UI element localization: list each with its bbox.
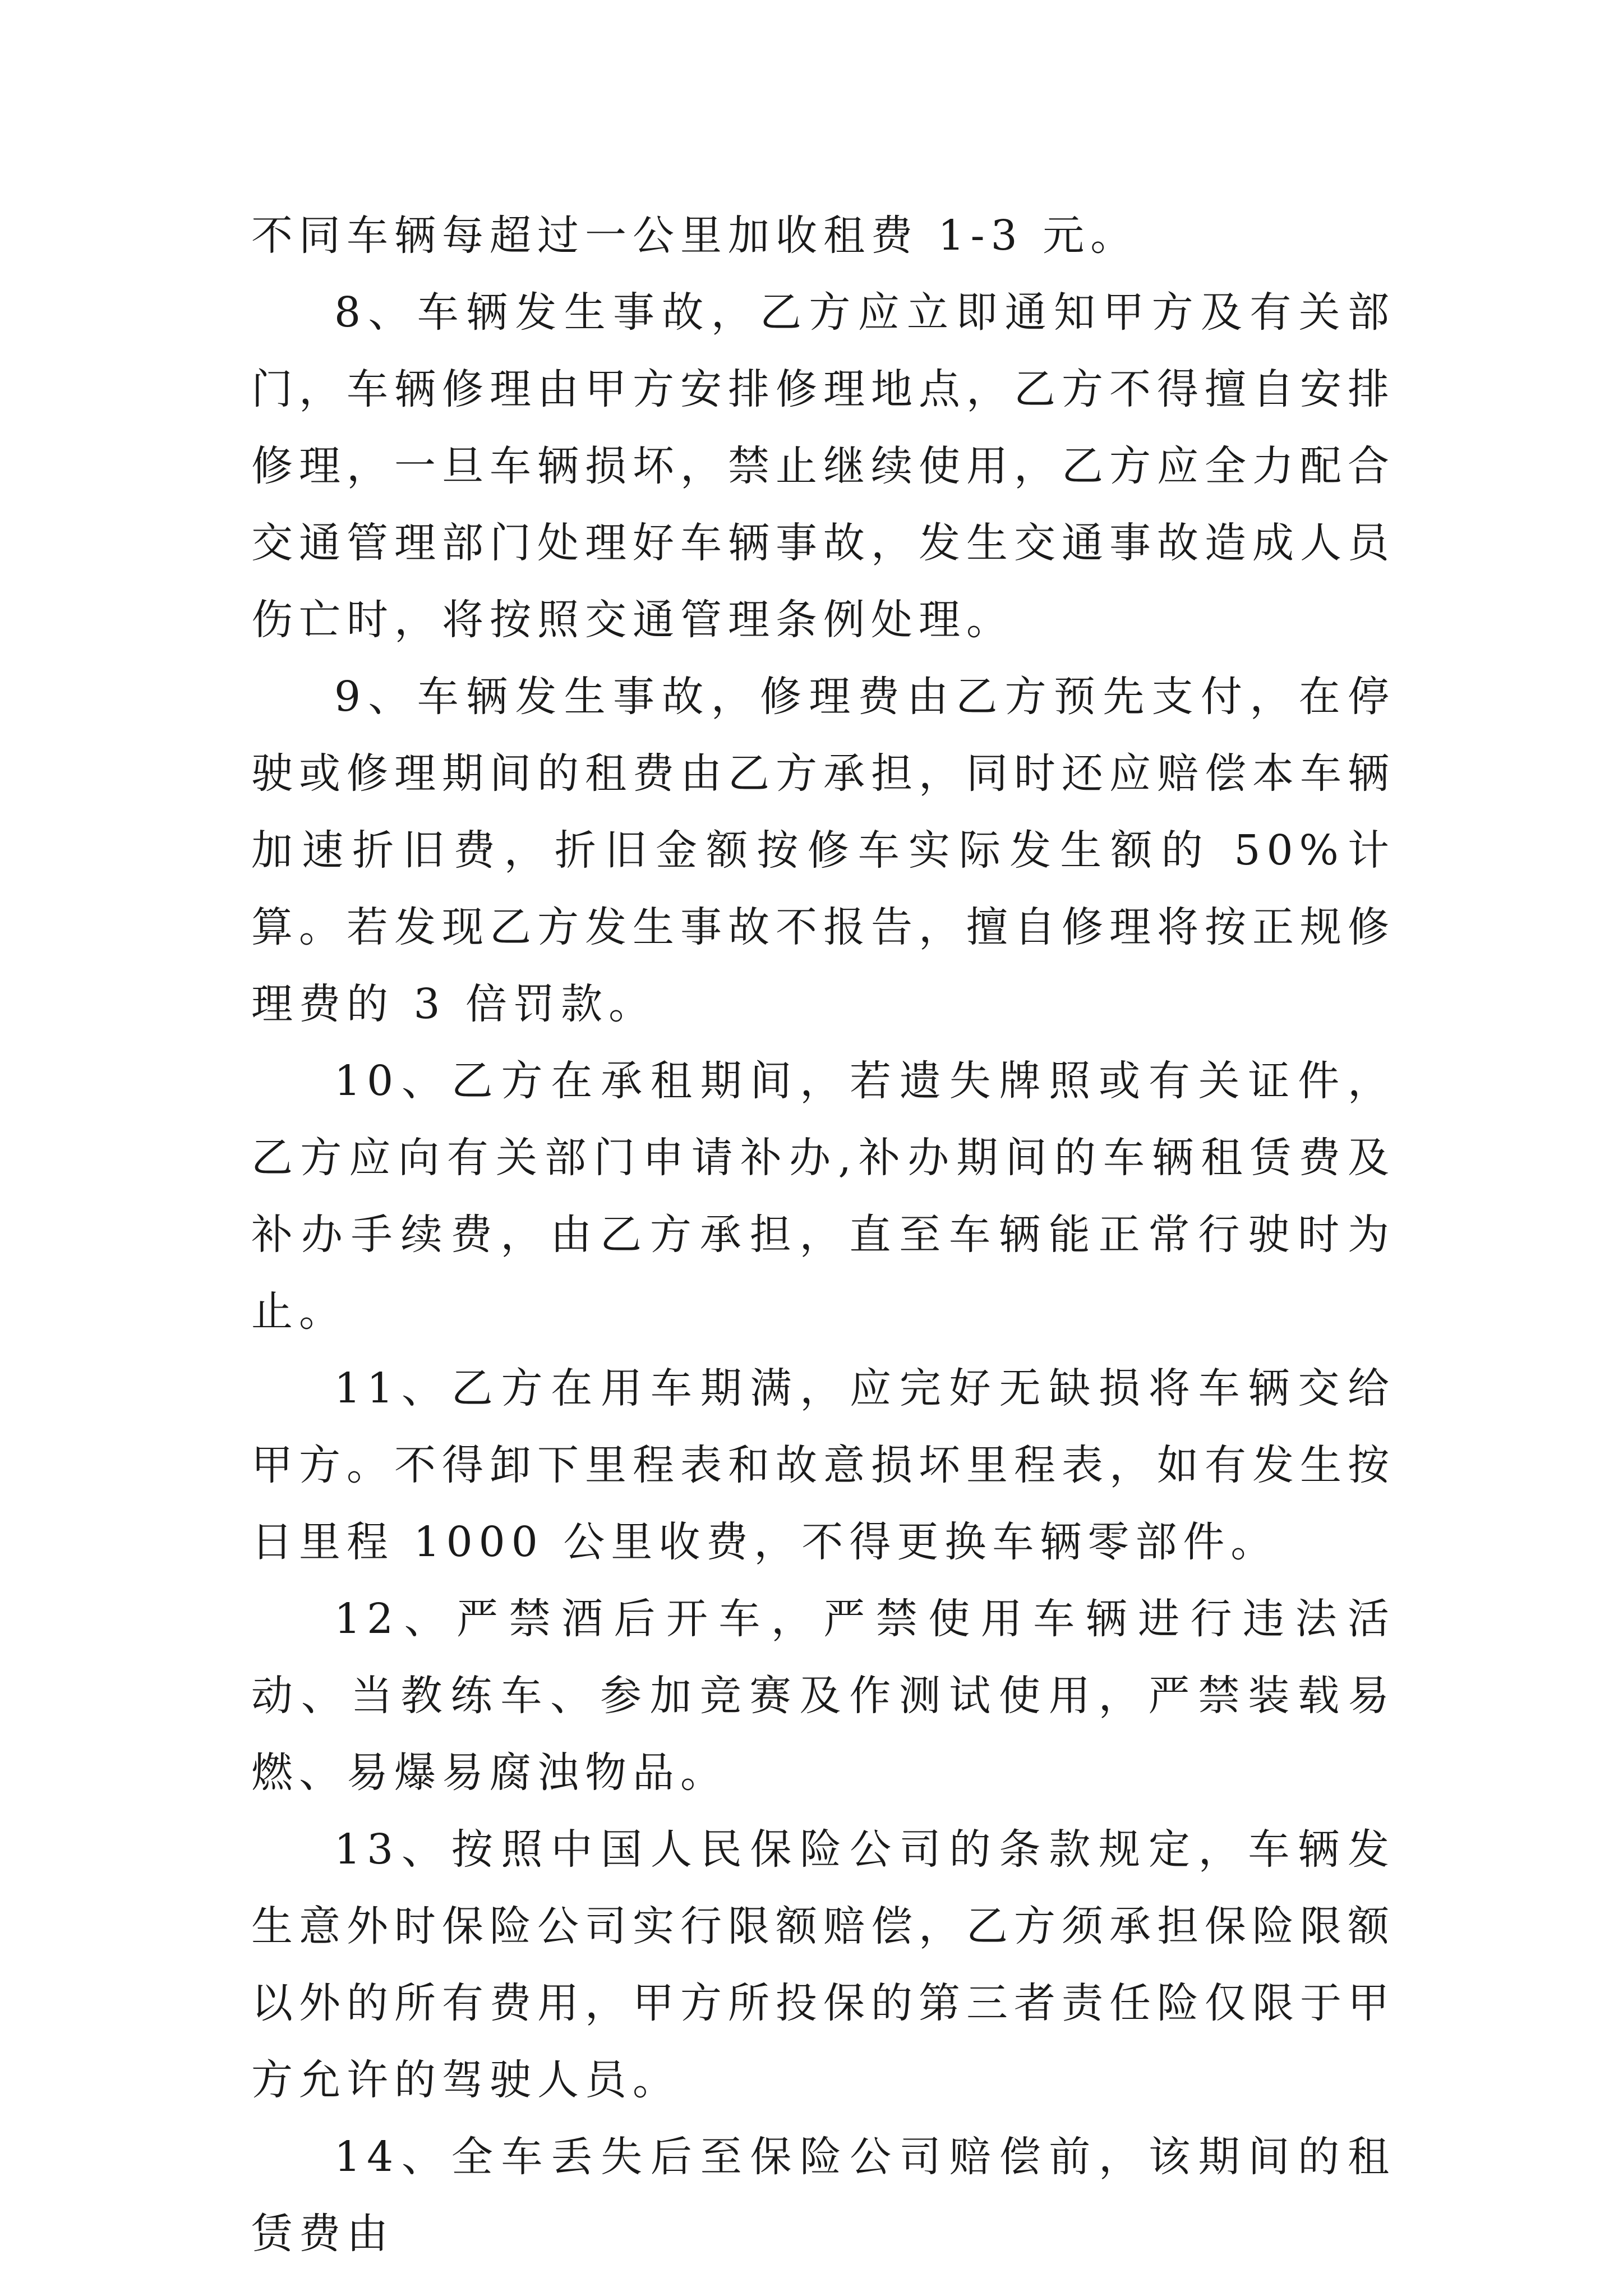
paragraph-clause-14: 14、全车丢失后至保险公司赔偿前，该期间的租赁费由 [251, 2133, 1395, 2258]
paragraph-clause-12: 12、严禁酒后开车，严禁使用车辆进行违法活动、当教练车、参加竞赛及作测试使用，严禁装载易燃、易爆易腐浊物品。 [251, 1595, 1395, 1797]
paragraph-clause-9: 9、车辆发生事故，修理费由乙方预先支付，在停驶或修理期间的租费由乙方承担，同时还应赔偿本车辆加速折旧费，折旧金额按修车实际发生额的 50%计算。若发现乙方发生事故不报告，擅自修理将按正规修理费的 3 倍罚款。 [251, 673, 1395, 1028]
paragraph-continuation: 不同车辆每超过一公里加收租费 1-3 元。 [251, 211, 1138, 260]
document-body [251, 197, 1395, 2272]
paragraph-clause-8: 8、车辆发生事故，乙方应立即通知甲方及有关部门，车辆修理由甲方安排修理地点，乙方不得擅自安排修理，一旦车辆损坏，禁止继续使用，乙方应全力配合交通管理部门处理好车辆事故，发生交通事故造成人员伤亡时，将按照交通管理条例处理。 [251, 288, 1395, 644]
paragraph-clause-11: 11、乙方在用车期满，应完好无缺损将车辆交给甲方。不得卸下里程表和故意损坏里程表，如有发生按日里程 1000 公里收费，不得更换车辆零部件。 [251, 1364, 1395, 1566]
paragraph-clause-13: 13、按照中国人民保险公司的条款规定，车辆发生意外时保险公司实行限额赔偿，乙方须承担保险限额以外的所有费用，甲方所投保的第三者责任险仅限于甲方允许的驾驶人员。 [251, 1825, 1395, 2104]
paragraph-clause-10: 10、乙方在承租期间，若遗失牌照或有关证件，乙方应向有关部门申请补办,补办期间的车辆租赁费及补办手续费，由乙方承担，直至车辆能正常行驶时为止。 [251, 1057, 1395, 1336]
